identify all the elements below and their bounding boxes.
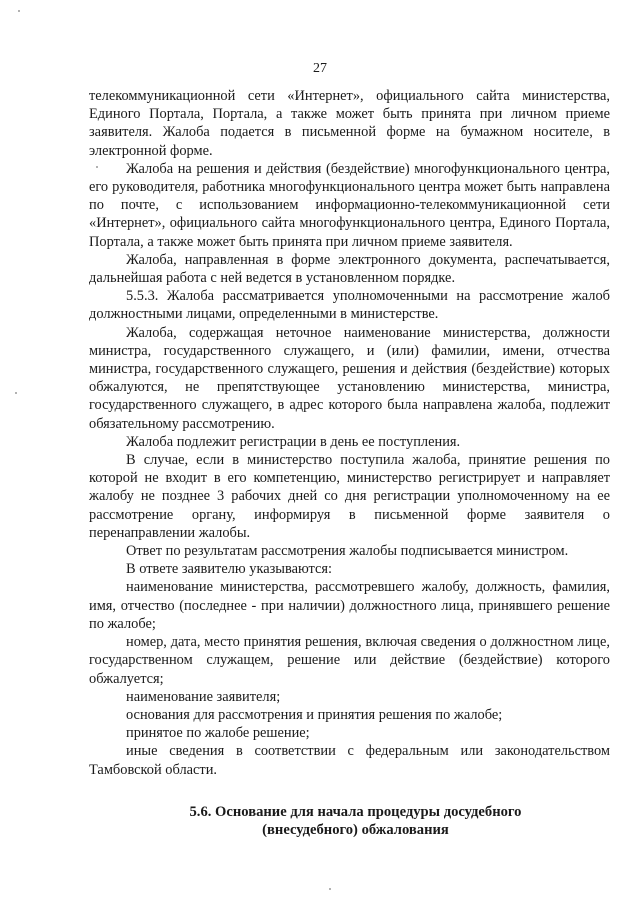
section-heading-line-1: 5.6. Основание для начала процедуры досудебного <box>189 803 522 820</box>
scan-speck <box>329 888 331 890</box>
section-heading <box>89 803 610 840</box>
paragraph-continuation: телекоммуникационной сети «Интернет», официального сайта министерства, Единого Портала, Портала, а также может быть принята при личном приеме заявителя. Жалоба подается в письменной форме на бумажном носителе, в электронной форме. <box>89 88 610 159</box>
paragraph-registration: Жалоба подлежит регистрации в день ее поступления. <box>126 433 461 450</box>
scan-speck <box>18 10 20 12</box>
scan-speck <box>15 392 17 394</box>
paragraph-redirection: В случае, если в министерство поступила жалоба, принятие решения по которой не входит в его компетенцию, министерство регистрирует и направляет жалобу не позднее 3 рабочих дней со дня регистрации уполномоченному на ее рассмотрение органу, информируя в письменной форме заявителя о перенаправлении жалобы. <box>89 452 610 541</box>
paragraph-inaccurate-name: Жалоба, содержащая неточное наименование министерства, должности министра, государственного служащего, и (или) фамилии, имени, отчества министра, государственного служащего, решения и действия (бездействие) которых обжалуются, не препятствующее установлению министерства, министра, государственного служащего, в адрес которого была направлена жалоба, подлежит обязательному рассмотрению. <box>89 324 610 432</box>
list-item: наименование заявителя; <box>126 688 281 705</box>
document-body <box>89 87 610 840</box>
page-number: 27 <box>313 61 327 76</box>
list-item: иные сведения в соответствии с федеральным или законодательством Тамбовской области. <box>89 743 610 778</box>
list-item: принятое по жалобе решение; <box>126 725 310 742</box>
list-item: номер, дата, место принятия решения, включая сведения о должностном лице, государственном служащем, решение или действие (бездействие) которого обжалуется; <box>89 634 610 687</box>
section-heading-line-2: (внесудебного) обжалования <box>262 822 449 839</box>
list-item: наименование министерства, рассмотревшего жалобу, должность, фамилия, имя, отчество (последнее - при наличии) должностного лица, принявшего решение по жалобе; <box>89 579 610 632</box>
paragraph-mfc-complaint: Жалоба на решения и действия (бездействие) многофункционального центра, его руководителя, работника многофункционального центра может быть направлена по почте, с использованием информационно-телекоммуникационной сети «Интернет», официального сайта многофункционального центра, Единого Портала, Портала, а также может быть принята при личном приеме заявителя. <box>89 160 610 250</box>
paragraph-electronic-complaint: Жалоба, направленная в форме электронного документа, распечатывается, дальнейшая работа с ней ведется в установленном порядке. <box>89 251 610 287</box>
paragraph-5-5-3: 5.5.3. Жалоба рассматривается уполномоченными на рассмотрение жалоб должностными лицами, определенными в министерстве. <box>89 288 610 323</box>
paragraph-answer-contents: В ответе заявителю указываются: <box>126 561 332 578</box>
list-item: основания для рассмотрения и принятия решения по жалобе; <box>126 706 503 723</box>
paragraph-answer-signed: Ответ по результатам рассмотрения жалобы подписывается министром. <box>126 543 569 560</box>
scan-speck <box>96 166 98 168</box>
